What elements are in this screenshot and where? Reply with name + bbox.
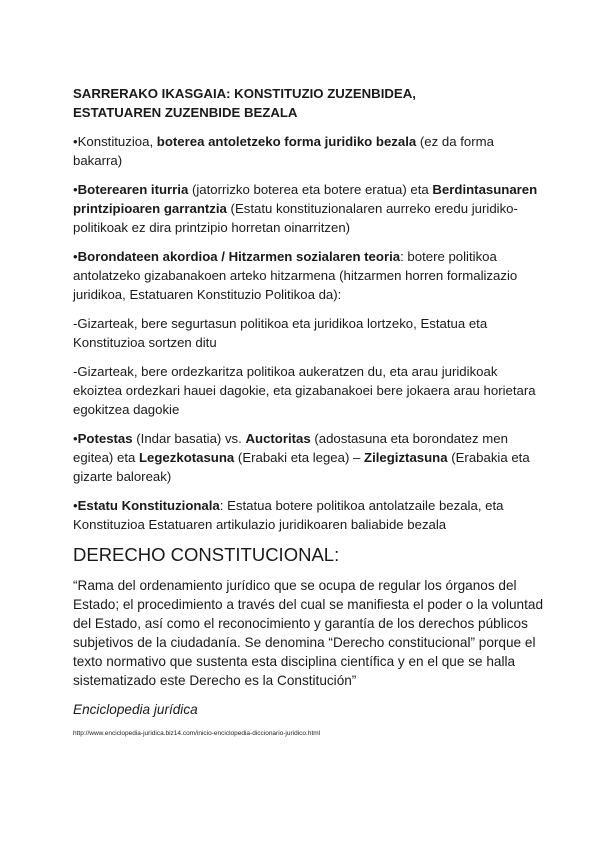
title-line-2: ESTATUAREN ZUZENBIDE BEZALA [73, 105, 298, 120]
p6-bold-d: Auctoritas [245, 431, 311, 446]
source-url: http://www.enciclopedia-juridica.biz14.com/inicio-enciclopedia-diccionario-juridico.html [73, 730, 321, 737]
p3-bold-b: Borondateen akordioa / Hitzarmen sozialaren teoria [77, 249, 401, 264]
p7-bold-b: Estatu Konstituzionala [77, 498, 220, 513]
p2-text-e: (Estatu konstituzionalaren aurreko eredu juridiko-politikoak ez dira printzipio horretan oinarritzen) [73, 201, 518, 235]
paragraph-konstituzioa [73, 132, 543, 170]
p2-bold-b: Boterearen iturria [77, 182, 189, 197]
p7-text-c: : Estatua botere politikoa antolatzaile bezala, eta Konstituzioa Estatuaren artikulazio juridikoaren baliabide bezala [73, 498, 504, 532]
p3-text-a: • [73, 249, 78, 264]
page-title [73, 84, 543, 122]
document-page [73, 84, 543, 739]
p3-text-c: : botere politikoa antolatzeko gizabanakoen arteko hitzarmena (hitzarmen horren formalizazio juridikoa, Estatuaren Konstituzio Politikoa da): [73, 249, 518, 302]
p6-bold-f: Legezkotasuna [138, 450, 235, 465]
p6-text-e: (adostasuna eta borondatez men egitea) eta [73, 431, 508, 465]
paragraph-ordezkaritza: -Gizarteak, bere ordezkaritza politikoa aukeratzen du, eta arau juridikoak ekoiztea ordezkari hauei dagokie, eta gizabanakoei bere jokaera arau horietara egokitzea dagokie [73, 364, 536, 417]
p6-text-g: (Erabaki eta legea) – [234, 450, 365, 465]
p2-text-a: • [73, 182, 78, 197]
paragraph-segurtasuna: -Gizarteak, bere segurtasun politikoa eta juridikoa lortzeko, Estatua eta Konstituzioa sortzen ditu [73, 316, 488, 350]
p2-bold-d: Berdintasunaren printzipioaren garrantzia [73, 182, 538, 216]
quote-source: Enciclopedia jurídica [73, 702, 198, 717]
p1-text-c: (ez da forma bakarra) [73, 134, 494, 168]
paragraph-potestas [73, 429, 543, 486]
p6-text-a: • [73, 431, 78, 446]
p1-text-a: •Konstituzioa, [73, 134, 157, 149]
definition-quote: “Rama del ordenamiento jurídico que se ocupa de regular los órganos del Estado; el procedimiento a través del cual se manifiesta el poder o la voluntad del Estado, así como el reconocimiento y garantía de los derechos públicos subjetivos de la ciudadanía. Se denomina “Derecho constitucional” porque el texto normativo que sustenta esta disciplina científica y en el que se halla sistematizado este Derecho es la Constitución” [73, 578, 544, 688]
p7-text-a: • [73, 498, 78, 513]
title-line-1: SARRERAKO IKASGAIA: KONSTITUZIO ZUZENBIDEA, [73, 86, 416, 101]
p6-bold-b: Potestas [77, 431, 133, 446]
p6-text-c: (Indar basatia) vs. [132, 431, 246, 446]
paragraph-boterearen-iturria [73, 180, 543, 237]
p2-text-c: (jatorrizko boterea eta botere eratua) eta [188, 182, 433, 197]
p6-bold-h: Zilegiztasuna [364, 450, 448, 465]
section-heading-derecho-constitucional: DERECHO CONSTITUCIONAL: [73, 544, 340, 565]
paragraph-borondateen-akordioa [73, 247, 543, 304]
p6-text-i: (Erabakia eta gizarte baloreak) [73, 450, 530, 484]
paragraph-estatu-konstituzionala [73, 496, 543, 534]
p1-bold-b: boterea antoletzeko forma juridiko bezala [156, 134, 417, 149]
